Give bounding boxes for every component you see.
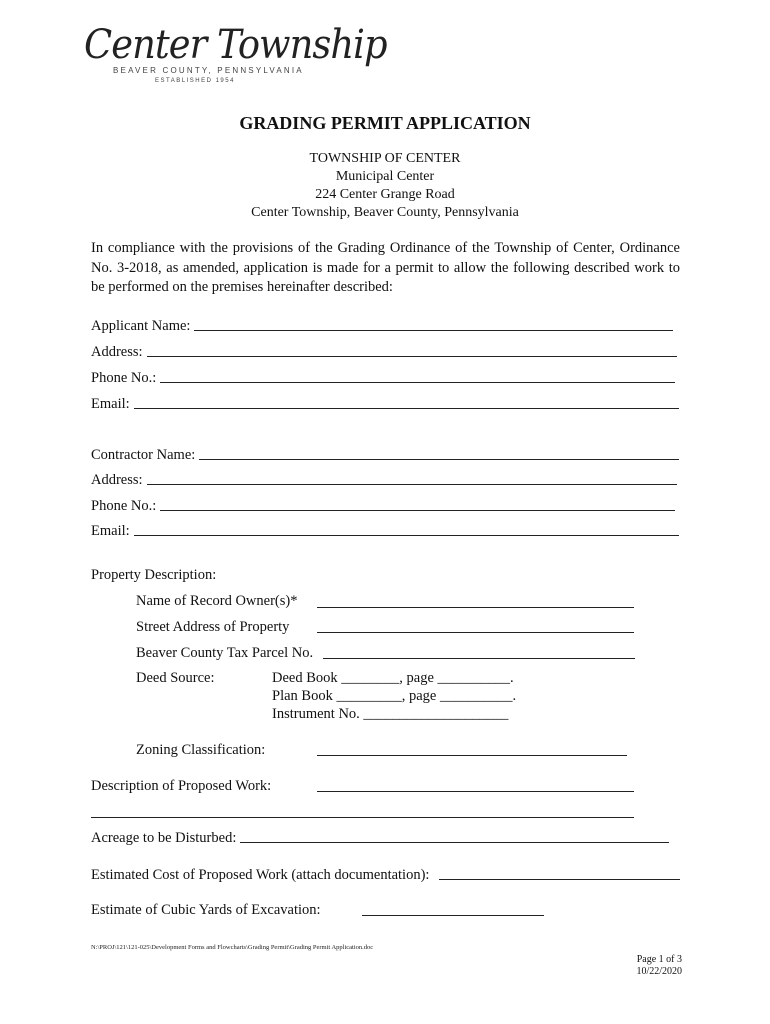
work-description-line-1[interactable] bbox=[317, 791, 634, 792]
logo-county: BEAVER COUNTY, PENNSYLVANIA bbox=[113, 66, 304, 75]
owner-line[interactable] bbox=[317, 607, 634, 608]
applicant-address-line[interactable] bbox=[147, 355, 677, 357]
logo-established: ESTABLISHED 1954 bbox=[155, 78, 235, 84]
intro-paragraph: In compliance with the provisions of the Grading Ordinance of the Township of Center, Ordinance No. 3-2018, as amended, application is made for a permit to allow the following described work to be performed on the premises hereinafter described: bbox=[91, 240, 680, 295]
city-line: Center Township, Beaver County, Pennsylvania bbox=[251, 205, 519, 220]
footer-page-info bbox=[636, 954, 682, 978]
zoning-line[interactable] bbox=[317, 755, 627, 756]
cost-label: Estimated Cost of Proposed Work (attach documentation): bbox=[91, 867, 430, 883]
page-number: Page 1 of 3 bbox=[636, 954, 682, 965]
instrument-field[interactable]: Instrument No. ____________________ bbox=[272, 706, 509, 722]
contractor-name-field[interactable] bbox=[91, 447, 679, 464]
applicant-name-label: Applicant Name: bbox=[91, 318, 191, 334]
contractor-name-line[interactable] bbox=[199, 458, 679, 460]
footer-file-path: N:\PROJ\121\121-025\Development Forms and Flowcharts\Grading Permit\Grading Permit Application.doc bbox=[91, 944, 374, 951]
applicant-phone-line[interactable] bbox=[160, 381, 675, 383]
applicant-phone-field[interactable] bbox=[91, 370, 675, 387]
contractor-address-line[interactable] bbox=[147, 483, 677, 485]
building-name: Municipal Center bbox=[335, 169, 435, 184]
acreage-line[interactable] bbox=[240, 841, 669, 843]
applicant-email-label: Email: bbox=[91, 396, 130, 412]
cubic-yards-line[interactable] bbox=[362, 915, 544, 916]
applicant-phone-label: Phone No.: bbox=[91, 370, 157, 386]
contractor-email-label: Email: bbox=[91, 523, 130, 539]
contractor-phone-label: Phone No.: bbox=[91, 498, 157, 514]
work-description-label: Description of Proposed Work: bbox=[91, 778, 272, 794]
street-address-line[interactable] bbox=[317, 632, 634, 633]
page-title: GRADING PERMIT APPLICATION bbox=[239, 113, 531, 133]
contractor-email-line[interactable] bbox=[134, 534, 679, 536]
owner-label: Name of Record Owner(s)* bbox=[136, 593, 298, 609]
deed-book-field[interactable]: Deed Book ________, page __________. bbox=[272, 670, 514, 686]
contractor-email-field[interactable] bbox=[91, 523, 679, 540]
org-name: TOWNSHIP OF CENTER bbox=[309, 151, 461, 166]
contractor-phone-field[interactable] bbox=[91, 498, 675, 515]
parcel-label: Beaver County Tax Parcel No. bbox=[136, 645, 314, 661]
revision-date: 10/22/2020 bbox=[636, 966, 682, 977]
plan-book-field[interactable]: Plan Book _________, page __________. bbox=[272, 688, 517, 704]
contractor-name-label: Contractor Name: bbox=[91, 447, 196, 463]
street-address-label: Street Address of Property bbox=[136, 619, 290, 635]
contractor-phone-line[interactable] bbox=[160, 509, 675, 511]
work-description-line-2[interactable] bbox=[91, 817, 634, 818]
cost-field[interactable] bbox=[91, 867, 680, 884]
deed-source-label: Deed Source: bbox=[136, 670, 215, 686]
contractor-address-label: Address: bbox=[91, 472, 143, 488]
cost-line[interactable] bbox=[439, 878, 680, 880]
acreage-label: Acreage to be Disturbed: bbox=[91, 830, 237, 846]
applicant-email-line[interactable] bbox=[134, 407, 679, 409]
parcel-line[interactable] bbox=[323, 658, 635, 659]
applicant-name-line[interactable] bbox=[194, 329, 673, 331]
applicant-email-field[interactable] bbox=[91, 396, 679, 413]
logo-name: Center Township bbox=[84, 22, 387, 68]
zoning-label: Zoning Classification: bbox=[136, 742, 266, 758]
applicant-address-label: Address: bbox=[91, 344, 143, 360]
acreage-field[interactable] bbox=[91, 830, 669, 847]
property-heading: Property Description: bbox=[91, 567, 217, 583]
contractor-address-field[interactable] bbox=[91, 472, 677, 489]
applicant-name-field[interactable] bbox=[91, 318, 673, 335]
applicant-address-field[interactable] bbox=[91, 344, 677, 361]
cubic-yards-label: Estimate of Cubic Yards of Excavation: bbox=[91, 902, 321, 918]
street-address: 224 Center Grange Road bbox=[315, 187, 455, 202]
